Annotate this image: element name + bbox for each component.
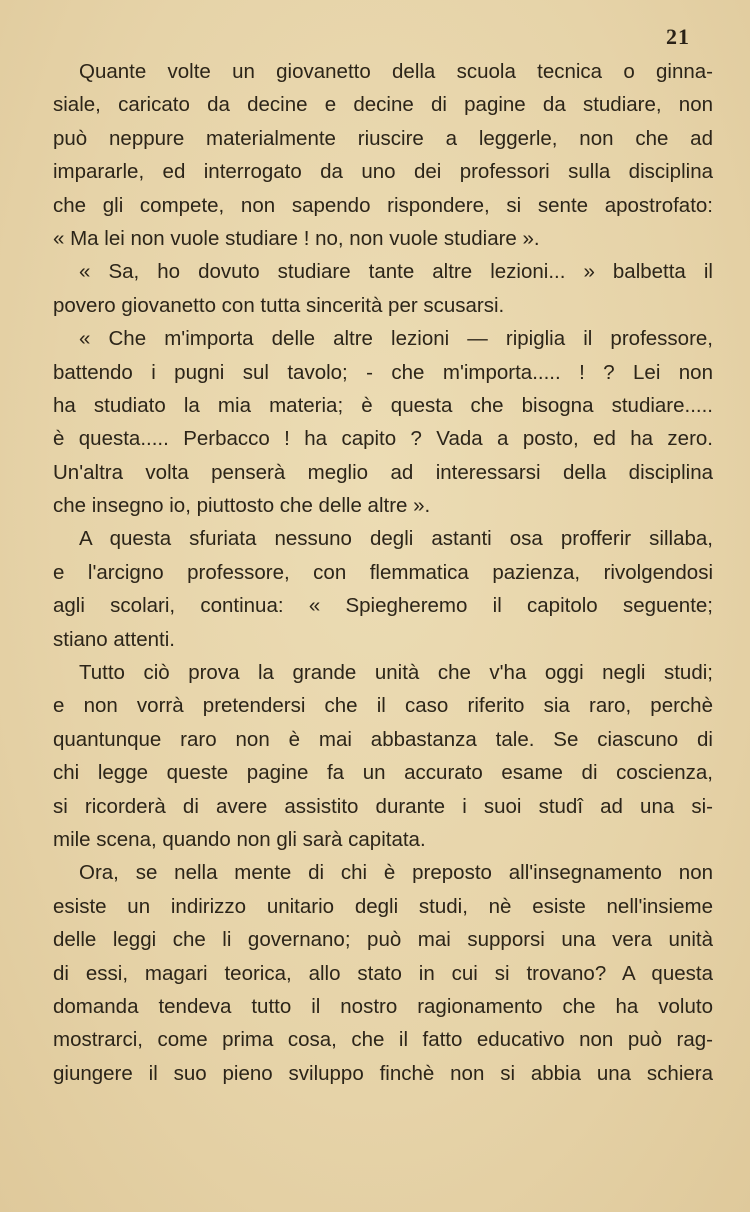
text-line: « Sa, ho dovuto studiare tante altre lezioni... » balbetta il (79, 260, 713, 284)
text-line: è questa..... Perbacco ! ha capito ? Vada a posto, ed ha zero. (53, 427, 713, 451)
text-line: Ora, se nella mente di chi è preposto all'insegnamento non (79, 861, 713, 885)
text-line: « Che m'importa delle altre lezioni — ripiglia il professore, (79, 327, 713, 351)
text-line: domanda tendeva tutto il nostro ragionamento che ha voluto (53, 994, 713, 1018)
page-number: 21 (666, 24, 690, 49)
text-line: ha studiato la mia materia; è questa che bisogna studiare..... (53, 393, 713, 417)
text-line: e non vorrà pretendersi che il caso riferito sia raro, perchè (53, 694, 713, 718)
text-line: può neppure materialmente riuscire a leggerle, non che ad (53, 126, 713, 150)
text-line: giungere il suo pieno sviluppo finchè non si abbia una schiera (53, 1061, 713, 1085)
text-line: mile scena, quando non gli sarà capitata. (53, 827, 426, 851)
text-line: che gli compete, non sapendo rispondere, si sente apostrofato: (53, 193, 713, 217)
text-line: A questa sfuriata nessuno degli astanti osa profferir sillaba, (79, 527, 713, 551)
text-line: quantunque raro non è mai abbastanza tale. Se ciascuno di (53, 727, 713, 751)
text-line: di essi, magari teorica, allo stato in cui si trovano? A questa (53, 961, 713, 985)
text-line: delle leggi che li governano; può mai supporsi una vera unità (53, 928, 713, 952)
text-line: Un'altra volta penserà meglio ad interessarsi della disciplina (53, 460, 713, 484)
text-line: che insegno io, piuttosto che delle altre ». (53, 494, 431, 518)
text-line: si ricorderà di avere assistito durante i suoi studî ad una si- (53, 794, 713, 818)
text-line: stiano attenti. (53, 627, 175, 651)
text-line: impararle, ed interrogato da uno dei professori sulla disciplina (53, 160, 713, 184)
text-line: e l'arcigno professore, con flemmatica pazienza, rivolgendosi (53, 560, 713, 584)
text-line: siale, caricato da decine e decine di pagine da studiare, non (53, 93, 713, 117)
text-line: battendo i pugni sul tavolo; - che m'importa..... ! ? Lei non (53, 360, 713, 384)
text-line: « Ma lei non vuole studiare ! no, non vuole studiare ». (53, 226, 540, 250)
text-line: povero giovanetto con tutta sincerità per scusarsi. (53, 293, 505, 317)
text-line: esiste un indirizzo unitario degli studi, nè esiste nell'insieme (53, 894, 713, 918)
text-line: mostrarci, come prima cosa, che il fatto educativo non può rag- (53, 1028, 713, 1052)
body-text (53, 55, 713, 1090)
text-line: chi legge queste pagine fa un accurato esame di coscienza, (53, 761, 713, 785)
text-line: agli scolari, continua: « Spiegheremo il capitolo seguente; (53, 594, 713, 618)
text-line: Quante volte un giovanetto della scuola tecnica o ginna- (79, 60, 713, 83)
text-line: Tutto ciò prova la grande unità che v'ha oggi negli studi; (79, 661, 713, 685)
